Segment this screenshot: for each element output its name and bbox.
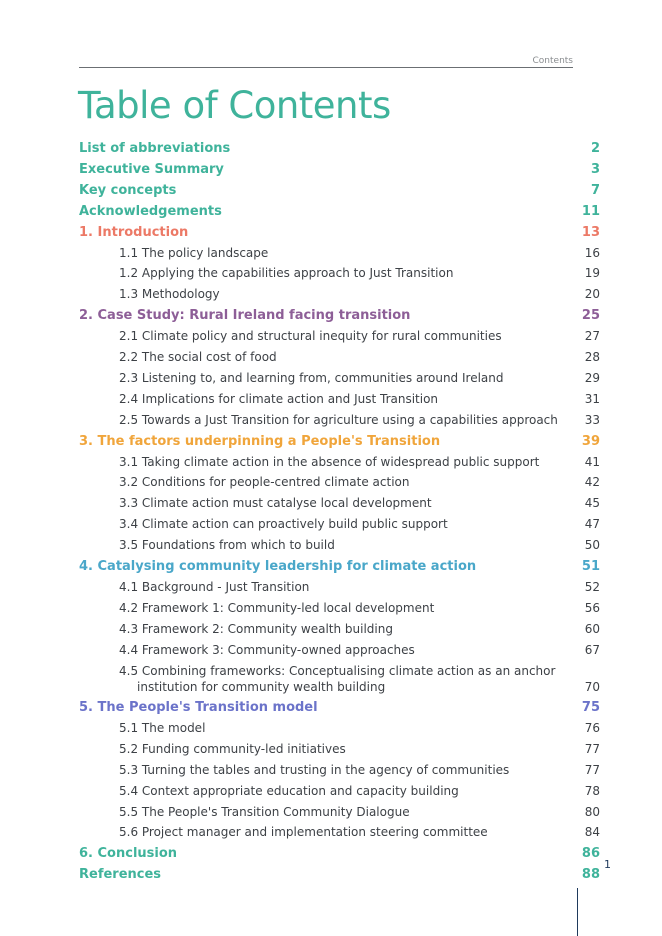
toc-entry-label: 2. Case Study: Rural Ireland facing transition: [79, 308, 411, 324]
toc-entry-page: 67: [584, 642, 600, 657]
toc-entry-label: 3.1 Taking climate action in the absence of widespread public support: [119, 454, 540, 469]
toc-entry-label: 1.1 The policy landscape: [119, 245, 269, 260]
toc-entry-page: 60: [584, 621, 600, 636]
toc-entry-page: 45: [584, 496, 600, 511]
toc-entry-page: 76: [584, 720, 600, 735]
toc-entry-page: 29: [584, 370, 600, 385]
toc-entry-label: 3.2 Conditions for people-centred climate action: [119, 475, 410, 490]
toc-entry-page: 27: [584, 329, 600, 344]
toc-entry-label: Key concepts: [79, 182, 177, 198]
toc-entry-page: 77: [584, 762, 600, 777]
toc-entry-label: 5. The People's Transition model: [79, 700, 318, 715]
toc-entry-label: 2.3 Listening to, and learning from, communities around Ireland: [119, 370, 504, 385]
toc-entry-label: 2.1 Climate policy and structural inequity for rural communities: [119, 329, 502, 344]
toc-entry-label: Executive Summary: [79, 161, 224, 177]
toc-entry-label: 3.4 Climate action can proactively build public support: [119, 517, 448, 532]
toc-entry-label: 4.4 Framework 3: Community-owned approaches: [119, 642, 415, 657]
toc-entry-page: 28: [584, 350, 600, 364]
toc-entry-label: 4.3 Framework 2: Community wealth building: [119, 621, 393, 636]
toc-entry-page: 47: [584, 517, 600, 532]
toc-entry-label: 2.4 Implications for climate action and Just Transition: [119, 391, 439, 406]
toc-entry-label: 2.5 Towards a Just Transition for agriculture using a capabilities approach: [119, 412, 558, 427]
toc-entry-label: 5.5 The People's Transition Community Dialogue: [119, 804, 410, 819]
toc-entry-label: References: [79, 867, 162, 883]
toc-entry-page: 39: [581, 433, 600, 449]
toc-entry-label: 1. Introduction: [79, 224, 189, 240]
toc-entry-label: List of abbreviations: [79, 141, 231, 156]
toc-entry-label: 4.1 Background - Just Transition: [119, 579, 310, 594]
toc-entry-label: 3.3 Climate action must catalyse local development: [119, 496, 432, 511]
toc-entry-label: 6. Conclusion: [79, 846, 178, 862]
toc-entry-label: 4.5 Combining frameworks: Conceptualising climate action as an anchor institution for community wealth building: [119, 663, 556, 694]
toc-entry-page: 75: [581, 700, 600, 715]
toc-entry-page: 56: [584, 600, 600, 615]
toc-entry-label: 4. Catalysing community leadership for climate action: [79, 559, 477, 574]
toc-entry-page: 84: [584, 825, 600, 840]
toc-entry-page: 19: [584, 266, 600, 281]
toc-entry-page: 86: [581, 846, 600, 862]
toc-entry-label: 2.2 The social cost of food: [119, 350, 277, 364]
toc-entry-page: 2: [590, 141, 600, 156]
toc-entry-page: 11: [581, 203, 600, 219]
toc-entry-page: 13: [581, 224, 600, 240]
toc-entry-page: 80: [584, 804, 600, 819]
toc-entry-label: 5.2 Funding community-led initiatives: [119, 741, 346, 756]
page-title: Table of Contents: [78, 84, 391, 127]
toc-entry-page: 33: [584, 412, 600, 427]
toc-entry-page: 20: [584, 287, 600, 302]
toc-entry-page: 3: [590, 161, 600, 177]
toc-entry-label: 1.2 Applying the capabilities approach to Just Transition: [119, 266, 454, 281]
toc-entry-page: 51: [581, 559, 600, 574]
toc-entry-label: 3. The factors underpinning a People's Transition: [79, 433, 441, 449]
toc-entry-page: 70: [584, 679, 600, 694]
toc-entry-label: 5.4 Context appropriate education and capacity building: [119, 783, 459, 798]
footer-rule: [577, 888, 578, 936]
toc-entry-label: 5.3 Turning the tables and trusting in the agency of communities: [119, 762, 510, 777]
toc-entry-label: 5.1 The model: [119, 720, 206, 735]
toc-entry-page: 50: [584, 538, 600, 553]
toc-entry-page: 42: [584, 475, 600, 490]
toc-entry-page: 7: [590, 182, 600, 198]
toc-entry-label: 3.5 Foundations from which to build: [119, 538, 335, 553]
toc-entry-page: 41: [584, 454, 600, 469]
toc-entry-label: 5.6 Project manager and implementation steering committee: [119, 825, 488, 840]
toc-entry-label: Acknowledgements: [79, 203, 222, 219]
running-head: Contents: [79, 56, 573, 68]
toc-entry-label: 4.2 Framework 1: Community-led local development: [119, 600, 435, 615]
toc-entry-page: 31: [584, 391, 600, 406]
toc-entry-page: 78: [584, 783, 600, 798]
toc-entry-label: 1.3 Methodology: [119, 287, 220, 302]
toc-entry-page: 88: [581, 867, 600, 883]
toc-entry-page: 77: [584, 741, 600, 756]
toc-entry-page: 52: [584, 579, 600, 594]
toc-entry-page: 25: [581, 308, 600, 324]
toc-entry-page: 16: [584, 245, 600, 260]
page-number: 1: [604, 858, 611, 871]
